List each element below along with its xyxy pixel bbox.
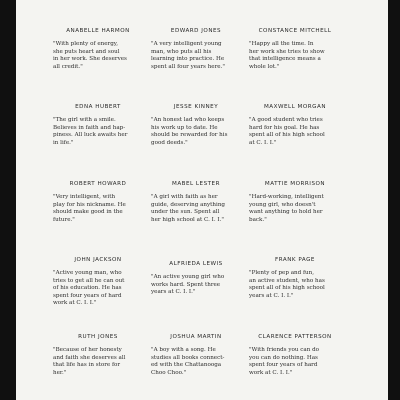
senior-name: FRANK PAGE [275, 257, 315, 263]
senior-entry [249, 256, 341, 300]
senior-name: CLARENCE PATTERSON [258, 334, 332, 340]
senior-quote: "With friends you can do you can do nothing. Has spent four years of hard work at C. I. I." [249, 347, 320, 376]
senior-entry [53, 103, 143, 147]
senior-quote: "The girl with a smile. Believes in faith and hap- piness. All luck awaits her in life." [53, 117, 128, 146]
senior-name: MAXWELL MORGAN [263, 104, 327, 110]
senior-name: MATTIE MORRISON [264, 181, 326, 187]
senior-entry [151, 103, 241, 147]
senior-name: ROBERT HOWARD [69, 181, 127, 187]
senior-quote: "A very intelligent young man, who puts all his learning into practice. He spent all four years here." [151, 41, 225, 70]
senior-name: EDWARD JONES [170, 28, 222, 34]
senior-entry [249, 27, 341, 71]
senior-quote: "Hard-working, intelligent young girl, who doesn't want anything to hold her back." [249, 194, 324, 223]
senior-entry [151, 333, 241, 377]
senior-quote: "An active young girl who works hard. Spent three years at C. I. I." [151, 274, 225, 296]
senior-quote: "A boy with a song. He studies all books connect- ed with the Chattanooga Choo Choo." [151, 347, 225, 376]
senior-name: EDNA HUBERT [75, 104, 121, 110]
senior-quote: "A good student who tries hard for his goal. He has spent all of his high school at C. I. I." [249, 117, 325, 146]
senior-entry [249, 103, 341, 147]
senior-name: CONSTANCE MITCHELL [258, 28, 332, 34]
senior-entry [53, 256, 143, 308]
senior-entry [53, 180, 143, 224]
senior-name: ALFRIEDA LEWIS [169, 261, 223, 267]
senior-quote: "A girl with faith as her guide, deserving anything under the sun. Spent all her high school at C. I. I." [151, 194, 225, 223]
senior-entry [151, 180, 241, 224]
senior-quote: "An honest lad who keeps his work up to date. He should be rewarded for his good deeds." [151, 117, 228, 146]
senior-quote: "Active young man, who tries to get all he can out of his education. He has spent four years of hard work at C. I. I." [53, 270, 125, 307]
senior-quote: "Very intelligent, with play for his nickname. He should make good in the future." [53, 194, 126, 223]
senior-quote: "Happy all the time. In her work she tries to show that intelligence means a whole lot." [249, 41, 325, 70]
senior-name: JESSE KINNEY [173, 104, 219, 110]
senior-entry [151, 27, 241, 71]
senior-name: JOHN JACKSON [74, 257, 122, 263]
senior-entry [53, 333, 143, 377]
senior-name: ANABELLE HARMON [66, 28, 130, 34]
senior-entry [249, 180, 341, 224]
senior-quote: "With plenty of energy, she puts heart and soul in her work. She deserves all credit." [53, 41, 127, 70]
senior-quote: "Because of her honesty and faith she deserves all that life has in store for her." [53, 347, 126, 376]
senior-entry [249, 333, 341, 377]
senior-quote: "Plenty of pep and fun, an active student, who has spent all of his high school years at C. I. I." [249, 270, 325, 299]
senior-name: MABEL LESTER [172, 181, 220, 187]
senior-name: RUTH JONES [78, 334, 118, 340]
senior-entry [53, 27, 143, 71]
senior-entry [151, 260, 241, 297]
senior-name: JOSHUA MARTIN [170, 334, 222, 340]
